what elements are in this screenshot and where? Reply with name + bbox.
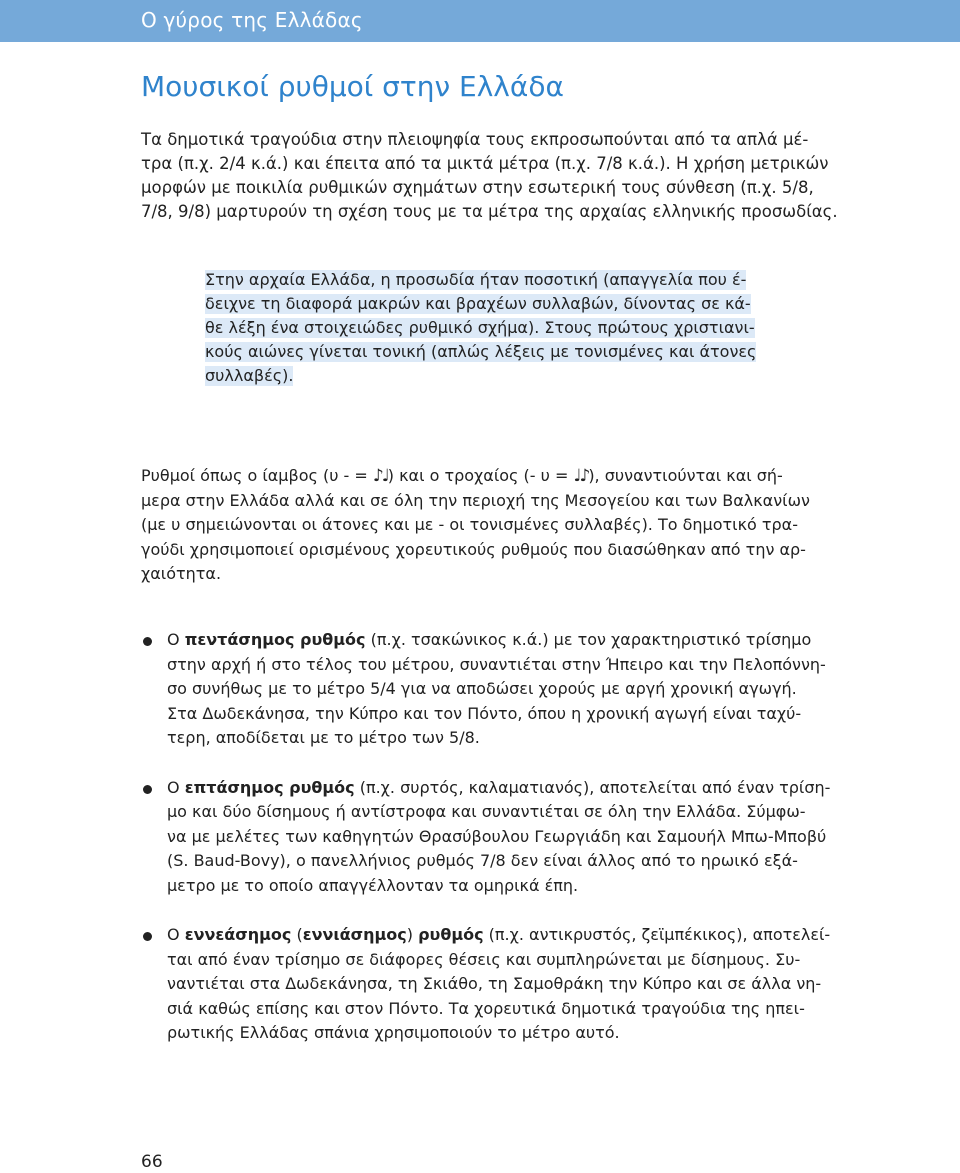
- bullet-text: (π.χ. τσακώνικος κ.ά.) με τον χαρακτηριστικό τρίσημο: [365, 630, 812, 649]
- bullet-line: σιά καθώς επίσης και στον Πόντο. Τα χορευτικά δημοτικά τραγούδια της ηπει-: [167, 998, 805, 1018]
- rhythms-text: ), συναντιούνται και σή-: [588, 466, 783, 485]
- bullet-line: Στα Δωδεκάνησα, την Κύπρο και τον Πόντο, όπου η χρονική αγωγή είναι ταχύ-: [167, 703, 802, 723]
- bullet-first-line: [167, 923, 841, 948]
- rhythms-line: χαιότητα.: [141, 564, 222, 583]
- section-title: Μουσικοί ρυθμοί στην Ελλάδα: [141, 70, 564, 103]
- bullet-line: σο συνήθως με το μέτρο 5/4 για να αποδώσει χορούς με αργή χρονική αγωγή.: [167, 679, 797, 698]
- rhythms-line: (με υ σημειώνονται οι άτονες και με - οι τονισμένες συλλαβές). Το δημοτικό τρα-: [141, 515, 798, 534]
- bullet-line: μο και δύο δίσημους ή αντίστροφα και συναντιέται σε όλη την Ελλάδα. Σύμφω-: [167, 802, 806, 821]
- intro-line: τρα (π.χ. 2/4 κ.ά.) και έπειτα από τα μικτά μέτρα (π.χ. 7/8 κ.ά.). Η χρήση μετρικών: [141, 154, 829, 173]
- trochee-notes-icon: ♩♪: [573, 466, 589, 486]
- page-number: 66: [141, 1152, 163, 1172]
- bullet-line: (S. Baud-Bovy), ο πανελλήνιος ρυθμός 7/8 δεν είναι άλλος από το ηρωικό εξά-: [167, 851, 798, 870]
- iamb-notes-icon: ♪♩: [372, 466, 388, 486]
- rhythms-text: ) και ο τροχαίος (- υ =: [387, 466, 574, 485]
- rhythms-paragraph: [141, 464, 831, 587]
- list-item: [141, 628, 841, 751]
- intro-line: Τα δημοτικά τραγούδια στην πλειοψηφία τους εκπροσωπούνται από τα απλά μέ-: [141, 130, 809, 149]
- bullet-line: ται από έναν τρίσημο σε διάφορες θέσεις και συμπληρώνεται με δίσημους. Συ-: [167, 949, 801, 969]
- callout-line: κούς αιώνες γίνεται τονική (απλώς λέξεις με τονισμένες και άτονες: [205, 342, 757, 361]
- bullet-line: να με μελέτες των καθηγητών Θρασύβουλου Γεωργιάδη και Σαμουήλ Μπω-Μποβύ: [167, 826, 827, 846]
- rhythms-first-line: [141, 464, 831, 489]
- list-item: [141, 923, 841, 1046]
- bullet-prefix: Ο: [167, 777, 185, 797]
- bullet-term: πεντάσημος ρυθμός: [184, 630, 366, 649]
- bullet-term: εννεάσημος: [184, 925, 292, 944]
- bullet-icon: [143, 637, 152, 646]
- intro-line: 7/8, 9/8) μαρτυρούν τη σχέση τους με τα μέτρα της αρχαίας ελληνικής προσωδίας.: [141, 202, 838, 221]
- bullet-icon: [143, 932, 152, 941]
- intro-line: μορφών με ποικιλία ρυθμικών σχημάτων στην εσωτερική τους σύνθεση (π.χ. 5/8,: [141, 178, 814, 197]
- bullet-prefix: Ο: [167, 630, 185, 649]
- bullet-line: τερη, αποδίδεται με το μέτρο των 5/8.: [167, 728, 480, 747]
- chapter-title: Ο γύρος της Ελλάδας: [141, 8, 363, 32]
- callout-line: συλλαβές).: [205, 366, 294, 385]
- header-bar: [0, 0, 960, 42]
- rhythms-text: Ρυθμοί όπως ο ίαμβος (υ - =: [141, 466, 373, 485]
- callout-line: δειχνε τη διαφορά μακρών και βραχέων συλλαβών, δίνοντας σε κά-: [205, 294, 751, 313]
- rhythm-bullet-list: [141, 628, 841, 1071]
- list-item: [141, 776, 841, 899]
- bullet-text: (: [291, 925, 303, 944]
- bullet-first-line: [167, 628, 841, 653]
- bullet-first-line: [167, 776, 841, 801]
- bullet-text: ): [406, 925, 419, 944]
- callout-line: Στην αρχαία Ελλάδα, η προσωδία ήταν ποσοτική (απαγγελία που έ-: [205, 270, 747, 289]
- bullet-term: ρυθμός: [418, 925, 484, 944]
- bullet-line: ρωτικής Ελλάδας σπάνια χρησιμοποιούν το μέτρο αυτό.: [167, 1023, 620, 1042]
- bullet-icon: [143, 785, 152, 794]
- bullet-term: επτάσημος ρυθμός: [184, 777, 355, 797]
- bullet-line: μετρο με το οποίο απαγγέλλονταν τα ομηρικά έπη.: [167, 875, 579, 895]
- bullet-text: (π.χ. συρτός, καλαματιανός), αποτελείται από έναν τρίση-: [354, 777, 831, 797]
- bullet-prefix: Ο: [167, 925, 185, 944]
- bullet-term: εννιάσημος: [302, 925, 407, 944]
- rhythms-line: μερα στην Ελλάδα αλλά και σε όλη την περιοχή της Μεσογείου και των Βαλκανίων: [141, 490, 810, 510]
- bullet-line: στην αρχή ή στο τέλος του μέτρου, συναντιέται στην Ήπειρο και την Πελοπόννη-: [167, 654, 826, 674]
- highlighted-callout: [205, 268, 785, 388]
- callout-line: θε λέξη ένα στοιχειώδες ρυθμικό σχήμα). Στους πρώτους χριστιανι-: [205, 318, 755, 337]
- rhythms-line: γούδι χρησιμοποιεί ορισμένους χορευτικούς ρυθμούς που διασώθηκαν από την αρ-: [141, 539, 806, 559]
- bullet-text: (π.χ. αντικρυστός, ζεϊμπέκικος), αποτελεί-: [483, 925, 831, 944]
- bullet-line: ναντιέται στα Δωδεκάνησα, τη Σκιάθο, τη Σαμοθράκη την Κύπρο και σε άλλα νη-: [167, 974, 822, 993]
- intro-paragraph: [141, 128, 838, 224]
